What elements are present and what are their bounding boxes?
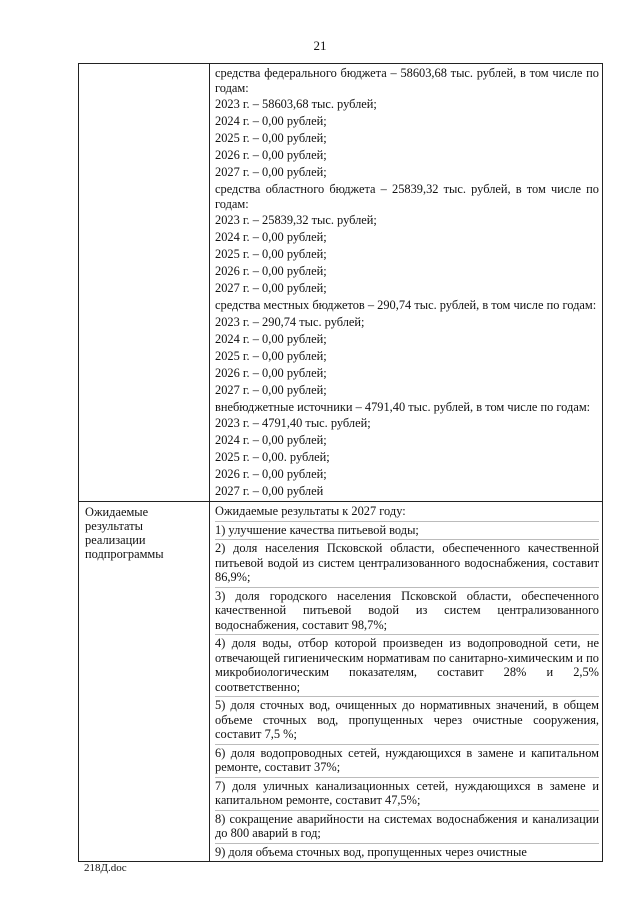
finance-group-header: средства федерального бюджета – 58603,68 тыс. рублей, в том числе по годам: [215, 66, 599, 95]
program-passport-table [78, 63, 603, 862]
finance-year-line: 2024 г. – 0,00 рублей; [215, 114, 327, 128]
finance-year-line: 2027 г. – 0,00 рублей; [215, 382, 327, 397]
finance-label-cell [79, 64, 210, 502]
finance-group-header: средства местных бюджетов – 290,74 тыс. рублей, в том числе по годам: [215, 298, 597, 312]
result-item: 2) доля населения Псковской области, обеспеченного качественной питьевой водой из систем централизованного водоснабжения, составит 86,9%; [215, 540, 599, 588]
finance-year-line: 2026 г. – 0,00 рублей; [215, 365, 327, 380]
finance-year-line: 2025 г. – 0,00 рублей; [215, 247, 327, 261]
finance-group-header: средства областного бюджета – 25839,32 тыс. рублей, в том числе по годам: [215, 182, 599, 211]
finance-year-line: 2025 г. – 0,00 рублей; [215, 131, 327, 145]
finance-year-line: 2026 г. – 0,00 рублей; [215, 264, 327, 278]
finance-year-line: 2023 г. – 4791,40 тыс. рублей; [215, 416, 371, 430]
results-label-line: результаты [85, 519, 143, 533]
result-item: 3) доля городского населения Псковской области, обеспеченного качественной питьевой водой из систем централизованного водоснабжения, составит 98,7%; [215, 588, 599, 636]
finance-year-line: 2026 г. – 0,00 рублей; [215, 467, 327, 481]
page-number: 21 [313, 38, 327, 53]
finance-year-line: 2025 г. – 0,00 рублей; [215, 348, 327, 363]
result-item: 1) улучшение качества питьевой воды; [215, 522, 599, 541]
result-item: 8) сокращение аварийности на системах водоснабжения и канализации до 800 аварий в год; [215, 811, 599, 844]
finance-year-line: 2027 г. – 0,00 рублей [215, 484, 324, 498]
result-item: 4) доля воды, отбор которой произведен из водопроводной сети, не отвечающей гигиеническим нормативам по санитарно-химическим и по микробиологическим показателям, составит 28% и 2,5% соответственно; [215, 635, 599, 697]
finance-content-cell [210, 64, 603, 502]
finance-year-line: 2027 г. – 0,00 рублей; [215, 165, 327, 179]
results-label-line: Ожидаемые [85, 505, 149, 519]
results-label-line: реализации [85, 533, 146, 547]
result-item: 9) доля объема сточных вод, пропущенных через очистные [215, 844, 527, 859]
results-label-cell [79, 502, 210, 862]
finance-row [79, 64, 603, 502]
finance-year-line: 2025 г. – 0,00. рублей; [215, 450, 330, 464]
results-content-cell [210, 502, 603, 862]
finance-group-header: внебюджетные источники – 4791,40 тыс. рублей, в том числе по годам: [215, 399, 591, 414]
result-item: 5) доля сточных вод, очищенных до нормативных значений, в общем объеме сточных вод, пропущенных через очистные сооружения, составит 7,5 %; [215, 697, 599, 745]
document-filename: 218Д.doc [84, 862, 127, 874]
finance-year-line: 2023 г. – 290,74 тыс. рублей; [215, 314, 365, 329]
finance-year-line: 2023 г. – 25839,32 тыс. рублей; [215, 213, 377, 227]
finance-year-line: 2024 г. – 0,00 рублей; [215, 230, 327, 244]
results-row [79, 502, 603, 862]
finance-year-line: 2024 г. – 0,00 рублей; [215, 331, 327, 346]
finance-year-line: 2026 г. – 0,00 рублей; [215, 148, 327, 162]
finance-year-line: 2024 г. – 0,00 рублей; [215, 433, 327, 447]
results-label-line: подпрограммы [85, 547, 164, 561]
result-item: 6) доля водопроводных сетей, нуждающихся в замене и капитальном ремонте, составит 37%; [215, 745, 599, 778]
finance-year-line: 2023 г. – 58603,68 тыс. рублей; [215, 97, 377, 111]
result-item: 7) доля уличных канализационных сетей, нуждающихся в замене и капитальном ремонте, составит 47,5%; [215, 778, 599, 811]
results-heading: Ожидаемые результаты к 2027 году: [215, 504, 599, 522]
finance-year-line: 2027 г. – 0,00 рублей; [215, 281, 327, 295]
